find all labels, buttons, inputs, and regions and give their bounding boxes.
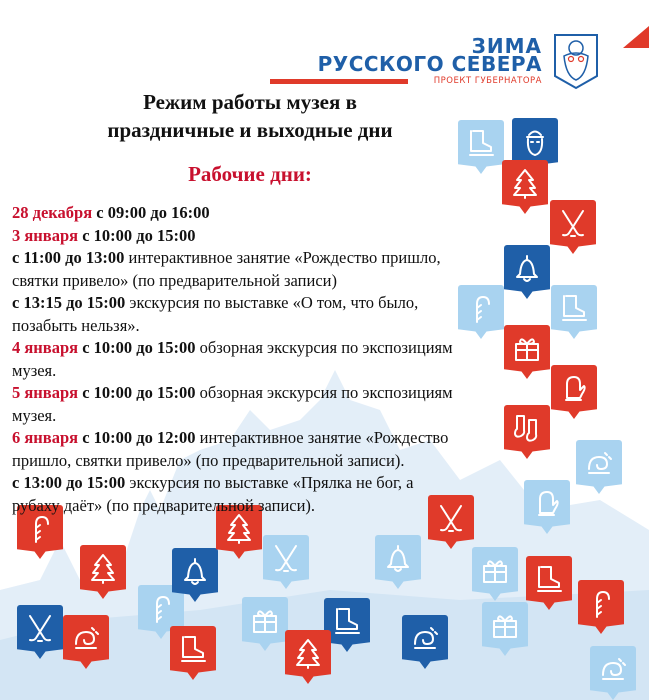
skate-icon — [533, 563, 565, 595]
schedule-line — [12, 427, 512, 450]
skate-icon — [558, 292, 590, 324]
socks-icon — [511, 412, 543, 444]
logo-line-1: ЗИМА — [471, 34, 542, 58]
schedule-text-text: экскурсия по выставке «О том, что было, — [125, 293, 419, 312]
hockey-icon — [270, 542, 302, 574]
mitten-icon — [531, 487, 563, 519]
schedule-line — [12, 382, 512, 405]
hockey-icon — [24, 612, 56, 644]
schedule-red-text: 4 января — [12, 338, 79, 357]
corner-accent — [623, 26, 649, 48]
schedule-text-text: обзорная экскурсия по экспозициям — [195, 383, 453, 402]
skate-icon — [331, 605, 363, 637]
gift-icon — [479, 554, 511, 586]
schedule-line — [12, 315, 512, 338]
schedule-bold-text: с 13:15 до 15:00 — [12, 293, 126, 312]
schedule-line — [12, 405, 512, 428]
bell-icon — [179, 555, 211, 587]
schedule-red-text: 3 января — [12, 225, 79, 245]
gift-icon — [489, 609, 521, 641]
candy-icon — [145, 592, 177, 624]
schedule-line — [12, 247, 512, 270]
swirl-icon — [409, 622, 441, 654]
swirl-icon — [597, 653, 629, 685]
schedule-bold-text: с 13:00 до 15:00 — [12, 473, 126, 492]
title-line-2: праздничные и выходные дни — [107, 118, 393, 142]
schedule-list — [12, 202, 512, 517]
schedule-bold-text: с 10:00 до 15:00 — [78, 383, 196, 402]
schedule-text-text: интерактивное занятие «Рождество пришло, — [124, 248, 441, 267]
hockey-tile — [550, 200, 596, 254]
gift-icon — [511, 332, 543, 364]
schedule-line — [12, 450, 512, 473]
schedule-text-text: пришло, святки привело» (по предварительной записи). — [12, 450, 405, 470]
schedule-red-text: 6 января — [12, 428, 79, 447]
title-line-1: Режим работы музея в — [143, 90, 357, 114]
schedule-line — [12, 495, 512, 518]
logo-tagline: ПРОЕКТ ГУБЕРНАТОРА — [433, 76, 542, 86]
tree-icon — [292, 637, 324, 669]
schedule-bold-text: с 10:00 до 15:00 — [78, 225, 196, 245]
skate-tile — [551, 285, 597, 339]
tree-icon — [509, 167, 541, 199]
hockey-icon — [557, 207, 589, 239]
schedule-text-text: музея. — [12, 360, 57, 380]
schedule-line — [12, 225, 512, 248]
candy-icon — [585, 587, 617, 619]
schedule-text-text: позабыть нельзя». — [12, 315, 140, 335]
schedule-text-text: интерактивное занятие «Рождество — [195, 428, 449, 447]
schedule-text-text: святки привело» (по предварительной записи) — [12, 270, 337, 290]
schedule-bold-text: с 10:00 до 15:00 — [78, 338, 196, 357]
schedule-text-text: рубаху даёт» (по предварительной записи). — [12, 495, 316, 515]
schedule-red-text: 28 декабря — [12, 203, 93, 222]
schedule-text-text: обзорная экскурсия по экспозициям — [195, 338, 453, 357]
swirl-icon — [583, 447, 615, 479]
schedule-red-text: 5 января — [12, 383, 79, 402]
mitten-icon — [558, 372, 590, 404]
schedule-line — [12, 292, 512, 315]
schedule-bold-text: с 09:00 до 16:00 — [92, 203, 210, 222]
page-title — [60, 88, 440, 144]
tree-icon — [87, 552, 119, 584]
schedule-line — [12, 360, 512, 383]
skate-icon — [177, 633, 209, 665]
schedule-line — [12, 472, 512, 495]
logo-line-2: РУССКОГО СЕВЕРА — [317, 52, 542, 76]
skate-icon — [465, 127, 497, 159]
logo-zima-russkogo-severa — [270, 26, 600, 96]
logo-red-bar — [270, 79, 408, 84]
bell-icon — [382, 542, 414, 574]
schedule-line — [12, 337, 512, 360]
schedule-line — [12, 270, 512, 293]
santa-icon — [519, 125, 551, 157]
schedule-text-text: музея. — [12, 405, 57, 425]
bell-icon — [511, 252, 543, 284]
gift-icon — [249, 604, 281, 636]
santa-emblem-icon — [552, 32, 600, 90]
working-days-heading: Рабочие дни: — [188, 162, 312, 186]
schedule-text-text: экскурсия по выставке «Прялка не бог, а — [125, 473, 414, 492]
schedule-bold-text: с 10:00 до 12:00 — [78, 428, 196, 447]
skate-tile — [458, 120, 504, 174]
swirl-icon — [70, 622, 102, 654]
schedule-line — [12, 202, 512, 225]
schedule-bold-text: с 11:00 до 13:00 — [12, 248, 125, 267]
